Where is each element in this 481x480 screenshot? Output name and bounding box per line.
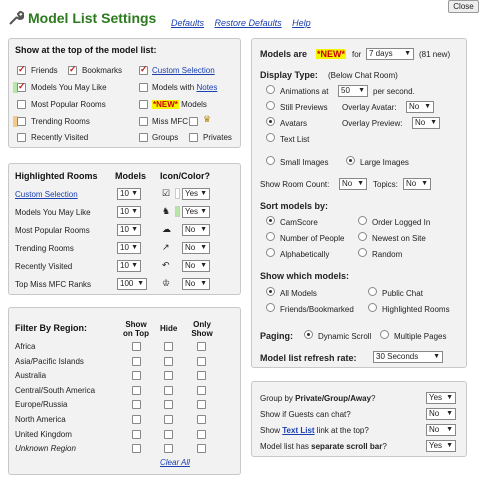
highlight-icon[interactable]: ♔ xyxy=(162,278,171,288)
room-count-select[interactable]: No ▼ xyxy=(339,178,367,190)
region-only-show-checkbox[interactable] xyxy=(197,386,206,395)
highlighted-label-models-you-may-like: Models You May Like xyxy=(15,208,91,217)
highlight-color-select[interactable]: No ▼ xyxy=(182,224,210,236)
region-only-show-checkbox[interactable] xyxy=(197,444,206,453)
region-show-top-checkbox[interactable] xyxy=(132,444,141,453)
alphabetical-radio[interactable] xyxy=(266,248,275,257)
region-show-top-checkbox[interactable] xyxy=(132,430,141,439)
models-are-label: Models are xyxy=(260,49,308,59)
friends-bookmarked-radio[interactable] xyxy=(266,303,275,312)
region-only-show-checkbox[interactable] xyxy=(197,430,206,439)
page-title: Model List Settings xyxy=(28,10,157,26)
text-list-link[interactable]: Text List xyxy=(282,426,315,435)
avatars-radio[interactable] xyxy=(266,117,275,126)
region-only-show-checkbox[interactable] xyxy=(197,415,206,424)
show-on-top-header: Show on Top xyxy=(122,320,150,338)
num-people-radio[interactable] xyxy=(266,232,275,241)
may-like-checkbox[interactable] xyxy=(17,83,26,92)
text-list-top-label: Show Text List link at the top? xyxy=(260,426,369,435)
multiple-pages-label: Multiple Pages xyxy=(394,332,447,341)
region-show-top-checkbox[interactable] xyxy=(132,371,141,380)
highlighted-label-top-miss-mfc-ranks: Top Miss MFC Ranks xyxy=(15,280,92,289)
still-previews-label: Still Previews xyxy=(280,103,328,112)
small-images-label: Small Images xyxy=(280,158,329,167)
highlighted-label-recently-visited: Recently Visited xyxy=(15,262,73,271)
overlay-preview-select[interactable]: No ▼ xyxy=(412,117,440,129)
hide-header: Hide xyxy=(160,324,178,333)
highlight-color-select[interactable]: Yes ▼ xyxy=(182,188,210,200)
most-popular-checkbox[interactable] xyxy=(17,100,26,109)
region-label: Central/South America xyxy=(15,385,96,395)
newest-label: Newest on Site xyxy=(372,234,426,243)
miss-mfc-crown-checkbox[interactable] xyxy=(189,117,198,126)
guests-label: Show if Guests can chat? xyxy=(260,410,351,419)
group-by-label: Group by Private/Group/Away? xyxy=(260,394,376,403)
custom-selection-link[interactable]: Custom Selection xyxy=(152,66,215,75)
highlighted-count-select[interactable]: 10 ▼ xyxy=(117,188,141,200)
region-label: North America xyxy=(15,415,66,424)
new-models-label: *NEW* Models xyxy=(153,100,207,109)
show-which-title: Show which models: xyxy=(260,271,350,281)
small-images-radio[interactable] xyxy=(266,156,275,165)
bookmarks-checkbox[interactable] xyxy=(68,66,77,75)
region-label: Africa xyxy=(15,342,36,351)
highlight-icon[interactable]: ↗ xyxy=(162,242,170,252)
miss-mfc-checkbox[interactable] xyxy=(139,117,148,126)
region-hide-checkbox[interactable] xyxy=(164,400,173,409)
below-chat-label: (Below Chat Room) xyxy=(328,71,398,80)
highlight-icon[interactable]: ☑ xyxy=(162,188,171,198)
region-show-top-checkbox[interactable] xyxy=(132,386,141,395)
display-panel xyxy=(251,38,467,368)
only-show-header: Only Show xyxy=(191,320,213,338)
region-hide-checkbox[interactable] xyxy=(164,357,173,366)
models-col-header: Models xyxy=(115,171,147,181)
trending-label: Trending Rooms xyxy=(31,117,90,126)
region-only-show-checkbox[interactable] xyxy=(197,400,206,409)
highlighted-label-most-popular-rooms: Most Popular Rooms xyxy=(15,226,90,235)
privates-label: Privates xyxy=(203,133,232,142)
region-panel xyxy=(8,307,241,475)
public-chat-radio[interactable] xyxy=(368,287,377,296)
region-label: Asia/Pacific Islands xyxy=(15,356,84,366)
num-people-label: Number of People xyxy=(280,234,345,243)
highlight-icon[interactable]: ↶ xyxy=(162,260,170,270)
friends-checkbox[interactable] xyxy=(17,66,26,75)
highlighted-rooms-label: Highlighted Rooms xyxy=(382,305,450,314)
region-hide-checkbox[interactable] xyxy=(164,342,173,351)
wrench-icon xyxy=(8,10,24,26)
region-show-top-checkbox[interactable] xyxy=(132,342,141,351)
highlighted-count-select[interactable]: 10 ▼ xyxy=(117,242,141,254)
privates-checkbox[interactable] xyxy=(189,133,198,142)
highlight-color-swatch[interactable] xyxy=(175,188,180,199)
highlighted-count-select[interactable]: 10 ▼ xyxy=(117,224,141,236)
highlight-color-select[interactable]: Yes ▼ xyxy=(182,206,210,218)
text-list-select[interactable]: No ▼ xyxy=(426,424,456,436)
region-label: United Kingdom xyxy=(15,429,72,439)
camscore-label: CamScore xyxy=(280,218,318,227)
region-only-show-checkbox[interactable] xyxy=(197,342,206,351)
order-logged-label: Order Logged In xyxy=(372,218,431,227)
header-links xyxy=(171,18,319,28)
all-models-label: All Models xyxy=(280,289,317,298)
region-label: Australia xyxy=(15,371,47,381)
camscore-radio[interactable] xyxy=(266,216,275,225)
display-type-label: Display Type: xyxy=(260,70,318,80)
guests-select[interactable]: No ▼ xyxy=(426,408,456,420)
highlighted-label-custom-selection[interactable]: Custom Selection xyxy=(15,190,78,199)
highlight-color-select[interactable]: No ▼ xyxy=(182,260,210,272)
topics-select[interactable]: No ▼ xyxy=(403,178,431,190)
close-button[interactable]: Close xyxy=(448,0,479,13)
icon-color-col-header: Icon/Color? xyxy=(160,171,210,181)
new-days-select[interactable]: 7 days ▼ xyxy=(366,48,414,60)
refresh-rate-label: Model list refresh rate: xyxy=(260,353,357,363)
highlight-color-select[interactable]: No ▼ xyxy=(182,242,210,254)
topics-label: Topics: xyxy=(373,180,398,189)
notes-checkbox[interactable] xyxy=(139,83,148,92)
text-list-label: Text List xyxy=(280,135,310,144)
misc-panel xyxy=(251,381,467,457)
highlight-icon[interactable]: ☁ xyxy=(162,224,171,234)
overlay-avatar-select[interactable]: No ▼ xyxy=(406,101,434,113)
groups-label: Groups xyxy=(152,133,179,142)
crown-icon: ♛ xyxy=(203,114,212,124)
defaults-link[interactable]: Defaults xyxy=(171,18,205,28)
region-hide-checkbox[interactable] xyxy=(164,386,173,395)
all-models-radio[interactable] xyxy=(266,287,275,296)
overlay-preview-label: Overlay Preview: xyxy=(342,119,403,128)
animations-radio[interactable] xyxy=(266,85,275,94)
new-badge: *NEW* xyxy=(153,100,178,109)
show-top-title: Show at the top of the model list: xyxy=(15,45,157,55)
random-label: Random xyxy=(372,250,403,259)
large-images-label: Large Images xyxy=(360,158,409,167)
region-label: Europe/Russia xyxy=(15,400,68,410)
friends-label: Friends xyxy=(31,66,58,75)
refresh-rate-select[interactable]: 30 Seconds ▼ xyxy=(373,351,443,363)
large-images-radio[interactable] xyxy=(346,156,355,165)
custom-selection-checkbox[interactable] xyxy=(139,66,148,75)
highlighted-count-select[interactable]: 10 ▼ xyxy=(117,260,141,272)
region-hide-checkbox[interactable] xyxy=(164,444,173,453)
new-models-checkbox[interactable] xyxy=(139,100,148,109)
region-hide-checkbox[interactable] xyxy=(164,430,173,439)
new-badge-right: *NEW* xyxy=(317,49,346,59)
random-radio[interactable] xyxy=(358,248,367,257)
region-label: Unknown Region xyxy=(15,444,76,454)
highlighted-count-select[interactable]: 10 ▼ xyxy=(117,206,141,218)
region-show-top-checkbox[interactable] xyxy=(132,415,141,424)
region-title: Filter By Region: xyxy=(15,323,88,333)
highlight-icon[interactable]: ♞ xyxy=(162,206,171,216)
restore-defaults-link[interactable]: Restore Defaults xyxy=(214,18,282,28)
group-by-select[interactable]: Yes ▼ xyxy=(426,392,456,404)
public-chat-label: Public Chat xyxy=(382,289,423,298)
highlighted-panel xyxy=(8,163,241,295)
may-like-label: Models You May Like xyxy=(31,83,107,92)
recently-checkbox[interactable] xyxy=(17,133,26,142)
new-count: (81 new) xyxy=(419,50,451,59)
region-only-show-checkbox[interactable] xyxy=(197,371,206,380)
region-show-top-checkbox[interactable] xyxy=(132,400,141,409)
most-popular-label: Most Popular Rooms xyxy=(31,100,106,109)
models-with-label: Models with Notes xyxy=(152,83,218,92)
multiple-pages-radio[interactable] xyxy=(380,330,389,339)
alphabetical-label: Alphabetically xyxy=(280,250,330,259)
region-hide-checkbox[interactable] xyxy=(164,371,173,380)
notes-link[interactable]: Notes xyxy=(196,83,218,92)
bookmarks-label: Bookmarks xyxy=(82,66,123,75)
highlighted-rooms-radio[interactable] xyxy=(368,303,377,312)
scroll-bar-label: Model list has separate scroll bar? xyxy=(260,442,387,451)
sort-title: Sort models by: xyxy=(260,201,329,211)
help-link[interactable]: Help xyxy=(292,18,311,28)
page-header xyxy=(8,10,156,26)
text-list-radio[interactable] xyxy=(266,133,275,142)
order-logged-radio[interactable] xyxy=(358,216,367,225)
show-top-panel xyxy=(8,38,241,148)
per-second-label: per second. xyxy=(373,87,415,96)
paging-label: Paging: xyxy=(260,331,293,341)
overlay-avatar-label: Overlay Avatar: xyxy=(342,103,397,112)
friends-bookmarked-label: Friends/Bookmarked xyxy=(280,305,354,314)
newest-radio[interactable] xyxy=(358,232,367,241)
highlight-color-select[interactable]: No ▼ xyxy=(182,278,210,290)
for-label: for xyxy=(352,50,362,59)
region-only-show-checkbox[interactable] xyxy=(197,357,206,366)
highlighted-label-trending-rooms: Trending Rooms xyxy=(15,244,74,253)
clear-all-link[interactable]: Clear All xyxy=(160,458,190,467)
region-show-top-checkbox[interactable] xyxy=(132,357,141,366)
highlighted-title: Highlighted Rooms xyxy=(15,171,98,181)
miss-mfc-label: Miss MFC xyxy=(152,117,188,126)
trending-checkbox[interactable] xyxy=(17,117,26,126)
avatars-label: Avatars xyxy=(280,119,307,128)
still-previews-radio[interactable] xyxy=(266,101,275,110)
highlight-color-swatch[interactable] xyxy=(175,206,180,217)
recently-label: Recently Visited xyxy=(31,133,89,142)
animations-rate-select[interactable]: 50 ▼ xyxy=(338,85,368,97)
scroll-bar-select[interactable]: Yes ▼ xyxy=(426,440,456,452)
highlighted-count-select[interactable]: 100 ▼ xyxy=(117,278,147,290)
groups-checkbox[interactable] xyxy=(139,133,148,142)
dynamic-scroll-radio[interactable] xyxy=(304,330,313,339)
show-room-count-label: Show Room Count: xyxy=(260,180,330,189)
dynamic-scroll-label: Dynamic Scroll xyxy=(318,332,372,341)
region-hide-checkbox[interactable] xyxy=(164,415,173,424)
animations-label: Animations at xyxy=(280,87,329,96)
